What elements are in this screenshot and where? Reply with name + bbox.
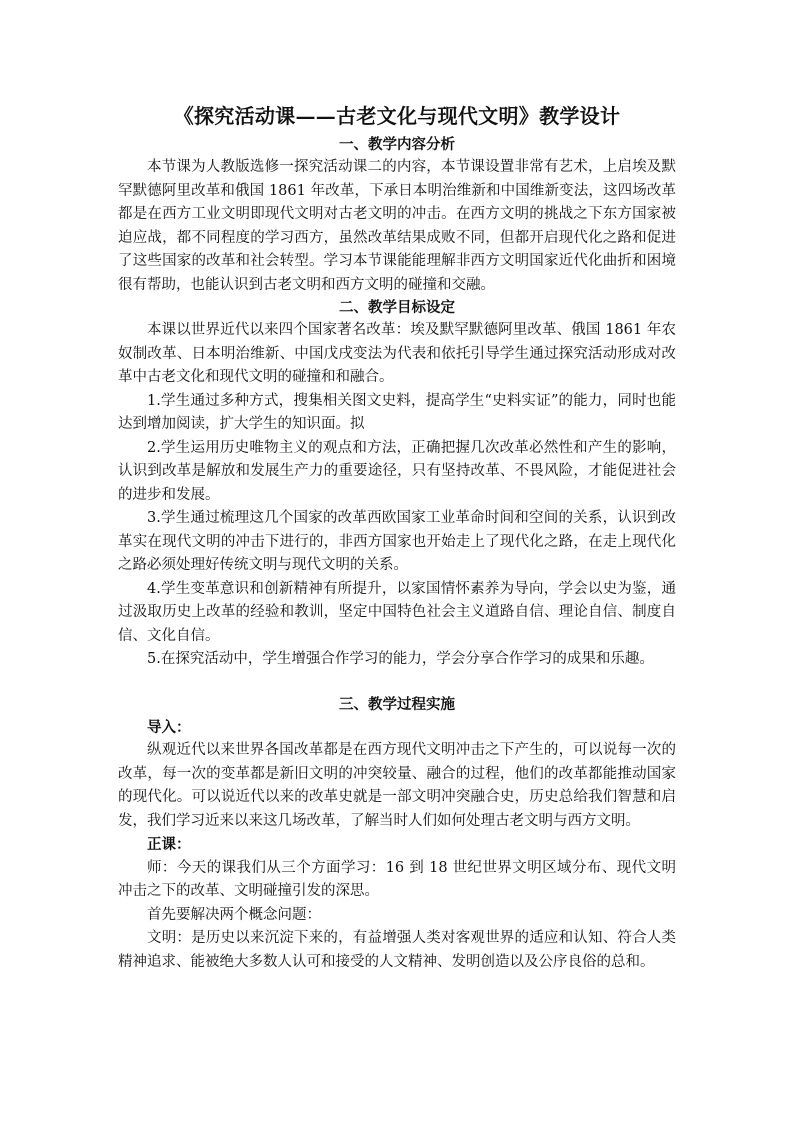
objective-item-5: 5.在探究活动中，学生增强合作学习的能力，学会分享合作学习的成果和乐趣。 — [147, 651, 654, 667]
spacer — [118, 672, 676, 694]
objective-item-4: 4.学生变革意识和创新精神有所提升，以家国情怀素养为导向，学会以史为鉴，通过汲取历史上改革的经验和教训，坚定中国特色社会主义道路自信、理论自信、制度自信、文化自信。 — [118, 580, 676, 644]
paragraph: 师：今天的课我们从三个方面学习：16 到 18 世纪世界文明区域分布、现代文明冲击之下的改革、文明碰撞引发的深思。 — [118, 859, 676, 899]
document-title: 《探究活动课——古老文化与现代文明》教学设计 — [173, 104, 621, 128]
section-heading-content-analysis: 一、教学内容分析 — [339, 136, 455, 153]
section-heading-process: 三、教学过程实施 — [339, 695, 455, 713]
paragraph: 文明：是历史以来沉淀下来的，有益增强人类对客观世界的适应和认知、符合人类精神追求、能被绝大多数人认可和接受的人文精神、发明创造以及公序良俗的总和。 — [118, 930, 676, 970]
section-heading-objectives: 二、教学目标设定 — [339, 299, 455, 316]
objective-item-3: 3.学生通过梳理这几个国家的改革西欧国家工业革命时间和空间的关系，认识到改革实在现代文明的冲击下进行的，非西方国家也开始走上了现代化之路，在走上现代化之路必须处理好传统文明与现代文明的关系。 — [118, 510, 676, 573]
paragraph: 首先要解决两个概念问题： — [147, 906, 321, 923]
main-lesson-label: 正课： — [147, 836, 191, 853]
objective-item-1: 1.学生通过多种方式，搜集相关图文史料，提高学生“史料实证”的能力，同时也能达到增加阅读，扩大学生的知识面。拟 — [118, 392, 676, 432]
intro-label: 导入： — [147, 718, 191, 736]
paragraph: 本课以世界近代以来四个国家著名改革：埃及默罕默德阿里改革、俄国 1861 年农奴制改革、日本明治维新、中国戊戌变法为代表和依托引导学生通过探究活动形成对改革中古老文化和现代文明的碰撞和和融合。 — [118, 322, 676, 385]
paragraph: 本节课为人教版选修一探究活动课二的内容，本节课设置非常有艺术，上启埃及默罕默德阿里改革和俄国 1861 年改革，下承日本明治维新和中国维新变法，这四场改革都是在西方工业文明即现代文明对古老文明的冲击。在西方文明的挑战之下东方国家被迫应战，都不同程度的学习西方，虽然改革结果成败不同，但都开启现代化之路和促进了这些国家的改革和社会转型。学习本节课能能理解非西方文明国家近代化曲折和困境很有帮助，也能认识到古老文明和西方文明的碰撞和交融。 — [118, 159, 676, 293]
paragraph: 纵观近代以来世界各国改革都是在西方现代文明冲击之下产生的，可以说每一次的改革，每一次的变革都是新旧文明的冲突较量、融合的过程，他们的改革都能推动国家的现代化。可以说近代以来的改革史就是一部文明冲突融合史，历史总给我们智慧和启发，我们学习近来以来这几场改革，了解当时人们如何处理古老文明与西方文明。 — [118, 742, 676, 829]
document-page — [118, 102, 676, 974]
objective-item-2: 2.学生运用历史唯物主义的观点和方法，正确把握几次改革必然性和产生的影响，认识到改革是解放和发展生产力的重要途径，只有坚持改革、不畏风险，才能促进社会的进步和发展。 — [118, 439, 676, 503]
